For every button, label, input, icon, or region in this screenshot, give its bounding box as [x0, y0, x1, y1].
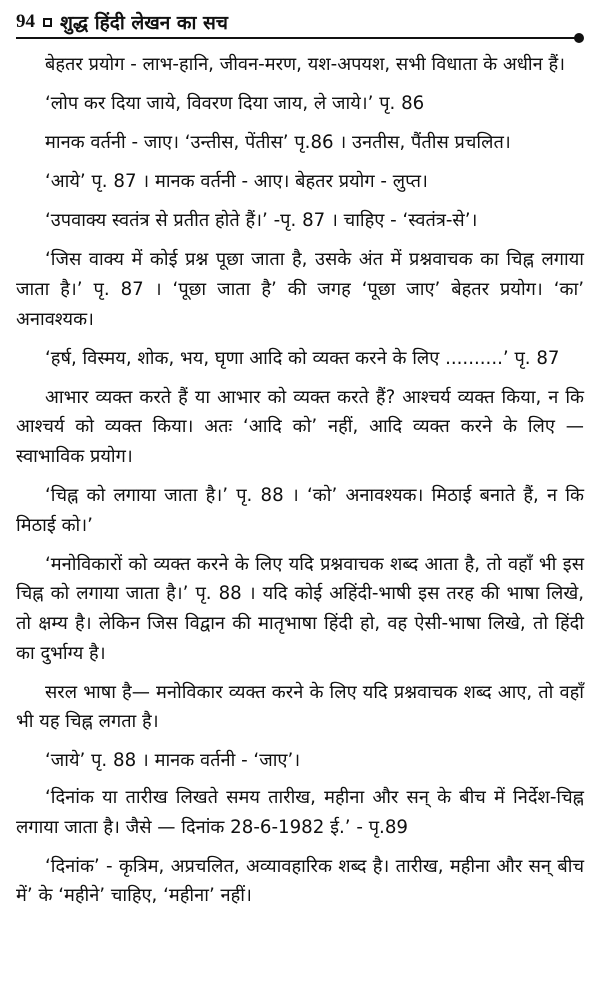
square-bullet-icon — [43, 18, 52, 27]
paragraph: आभार व्यक्त करते हैं या आभार को व्यक्त करते हैं? आश्चर्य व्यक्त किया, न कि आश्चर्य को व्यक्त किया। अतः ‘आदि को’ नहीं, आदि व्यक्त करने के लिए — स्वाभाविक प्रयोग। — [16, 386, 584, 468]
paragraph: ‘लोप कर दिया जाये, विवरण दिया जाय, ले जाये।’ पृ. 86 — [45, 93, 425, 115]
running-header — [16, 8, 584, 36]
book-title: शुद्ध हिंदी लेखन का सच — [60, 12, 228, 34]
paragraph: ‘चिह्न को लगाया जाता है।’ पृ. 88 । ‘को’ अनावश्यक। मिठाई बनाते हैं, न कि मिठाई को।’ — [16, 485, 584, 536]
paragraph: ‘दिनांक’ - कृत्रिम, अप्रचलित, अव्यावहारिक शब्द है। तारीख, महीना और सन् बीच में’ के ‘महीने’ चाहिए, ‘महीना’ नहीं। — [16, 855, 584, 907]
paragraph: ‘उपवाक्य स्वतंत्र से प्रतीत होते हैं।’ -पृ. 87 । चाहिए - ‘स्वतंत्र-से’। — [45, 210, 478, 232]
paragraph: ‘जिस वाक्य में कोई प्रश्न पूछा जाता है, उसके अंत में प्रश्नवाचक का चिह्न लगाया जाता है।’ पृ. 87 । ‘पूछा जाता है’ की जगह ‘पूछा जाए’ बेहतर प्रयोग। ‘का’ अनावश्यक। — [16, 249, 584, 330]
paragraph: ‘हर्ष, विस्मय, शोक, भय, घृणा आदि को व्यक्त करने के लिए ..........’ पृ. 87 — [45, 347, 560, 369]
paragraph: ‘मनोविकारों को व्यक्त करने के लिए यदि प्रश्नवाचक शब्द आता है, तो वहाँ भी इस चिह्न को लगाया जाता है।’ पृ. 88 । यदि कोई अहिंदी-भाषी इस तरह की भाषा लिखे, तो क्षम्य है। लेकिन जिस विद्वान की मातृभाषा हिंदी हो, वह ऐसी-भाषा लिखे, तो हिंदी का दुर्भाग्य है। — [16, 553, 584, 664]
paragraph: ‘जाये’ पृ. 88 । मानक वर्तनी - ‘जाए’। — [45, 750, 301, 772]
paragraph: सरल भाषा है— मनोविकार व्यक्त करने के लिए यदि प्रश्नवाचक शब्द आए, तो वहाँ भी यह चिह्न लगता है। — [16, 681, 584, 733]
paragraph: ‘आये’ पृ. 87 । मानक वर्तनी - आए। बेहतर प्रयोग - लुप्त। — [45, 171, 428, 193]
body-text — [16, 50, 584, 920]
paragraph: ‘दिनांक या तारीख लिखते समय तारीख, महीना और सन् के बीच में निर्देश-चिह्न लगाया जाता है। जैसे — दिनांक 28-6-1982 ई.’ - पृ.89 — [16, 786, 584, 838]
rule-end-dot-icon — [574, 33, 584, 43]
page-number: 94 — [16, 11, 35, 32]
paragraph: बेहतर प्रयोग - लाभ-हानि, जीवन-मरण, यश-अपयश, सभी विधाता के अधीन हैं। — [45, 54, 566, 75]
paragraph: मानक वर्तनी - जाए। ‘उन्तीस, पेंतीस’ पृ.86 । उनतीस, पैंतीस प्रचलित। — [45, 132, 511, 154]
header-rule — [16, 37, 578, 39]
